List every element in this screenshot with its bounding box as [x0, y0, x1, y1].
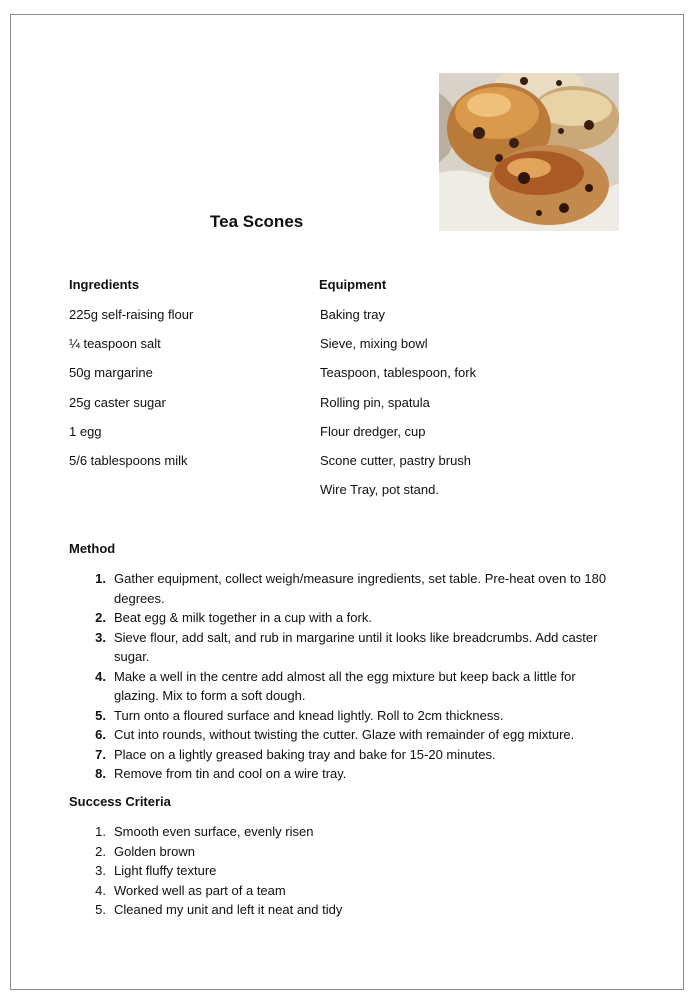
- step-text: Beat egg & milk together in a cup with a fork.: [114, 610, 372, 625]
- step-number: 8.: [95, 766, 106, 781]
- method-step: [84, 667, 624, 706]
- criteria-item: [84, 881, 624, 901]
- method-heading: Method: [69, 541, 116, 556]
- ingredient-item: 50g margarine: [69, 365, 153, 381]
- step-text: Sieve flour, add salt, and rub in margarine until it looks like breadcrumbs. Add caster sugar.: [114, 629, 598, 664]
- step-number: 1.: [95, 571, 106, 586]
- step-text: Gather equipment, collect weigh/measure ingredients, set table. Pre-heat oven to 180 degrees.: [114, 571, 607, 606]
- success-criteria-heading: Success Criteria: [69, 794, 171, 809]
- criteria-text: Worked well as part of a team: [114, 882, 286, 898]
- step-number: 2.: [95, 610, 106, 625]
- criteria-number: 1.: [95, 824, 106, 839]
- equipment-item: Rolling pin, spatula: [320, 394, 430, 410]
- criteria-text: Light fluffy texture: [114, 863, 217, 878]
- method-step: [84, 764, 624, 784]
- method-steps: [84, 569, 624, 784]
- criteria-number: 4.: [95, 882, 106, 898]
- method-step: [84, 608, 624, 628]
- step-text: Remove from tin and cool on a wire tray.: [114, 766, 347, 781]
- step-text: Cut into rounds, without twisting the cutter. Glaze with remainder of egg mixture.: [114, 727, 575, 742]
- equipment-item: Baking tray: [320, 307, 386, 322]
- equipment-item: Sieve, mixing bowl: [320, 336, 428, 352]
- method-step: [84, 628, 624, 667]
- step-text: Turn onto a floured surface and knead lightly. Roll to 2cm thickness.: [114, 707, 504, 723]
- step-text: Make a well in the centre add almost all the egg mixture but keep back a little for glazing. Mix to form a soft dough.: [114, 668, 576, 703]
- ingredient-item: 225g self-raising flour: [69, 307, 194, 322]
- ingredient-item: 5/6 tablespoons milk: [69, 452, 188, 468]
- equipment-item: Teaspoon, tablespoon, fork: [320, 365, 477, 381]
- criteria-text: Golden brown: [114, 843, 195, 859]
- method-step: [84, 706, 624, 726]
- step-number: 5.: [95, 707, 106, 723]
- ingredient-item: ¼ teaspoon salt: [69, 336, 161, 352]
- method-step: [84, 725, 624, 745]
- criteria-number: 2.: [95, 843, 106, 859]
- equipment-item: Scone cutter, pastry brush: [320, 452, 472, 468]
- step-number: 6.: [95, 727, 106, 742]
- step-number: 7.: [95, 746, 106, 762]
- ingredient-item: 25g caster sugar: [69, 394, 166, 410]
- method-step: [84, 745, 624, 765]
- criteria-text: Cleaned my unit and left it neat and tidy: [114, 902, 343, 917]
- criteria-item: [84, 861, 624, 881]
- criteria-item: [84, 822, 624, 842]
- ingredient-item: 1 egg: [69, 423, 102, 439]
- method-step: [84, 569, 624, 608]
- equipment-list: [320, 306, 580, 510]
- criteria-number: 3.: [95, 863, 106, 878]
- step-text: Place on a lightly greased baking tray and bake for 15-20 minutes.: [114, 746, 496, 762]
- ingredients-list: [69, 306, 289, 481]
- criteria-item: [84, 842, 624, 862]
- success-criteria-list: [84, 822, 624, 920]
- step-number: 4.: [95, 668, 106, 684]
- equipment-item: Wire Tray, pot stand.: [320, 482, 439, 498]
- criteria-number: 5.: [95, 902, 106, 917]
- equipment-heading: Equipment: [319, 277, 387, 292]
- equipment-item: Flour dredger, cup: [320, 423, 426, 439]
- criteria-item: [84, 900, 624, 920]
- scones-photo: [439, 73, 619, 231]
- criteria-text: Smooth even surface, evenly risen: [114, 824, 314, 839]
- recipe-title: Tea Scones: [210, 212, 304, 231]
- ingredients-heading: Ingredients: [69, 277, 140, 292]
- step-number: 3.: [95, 629, 106, 645]
